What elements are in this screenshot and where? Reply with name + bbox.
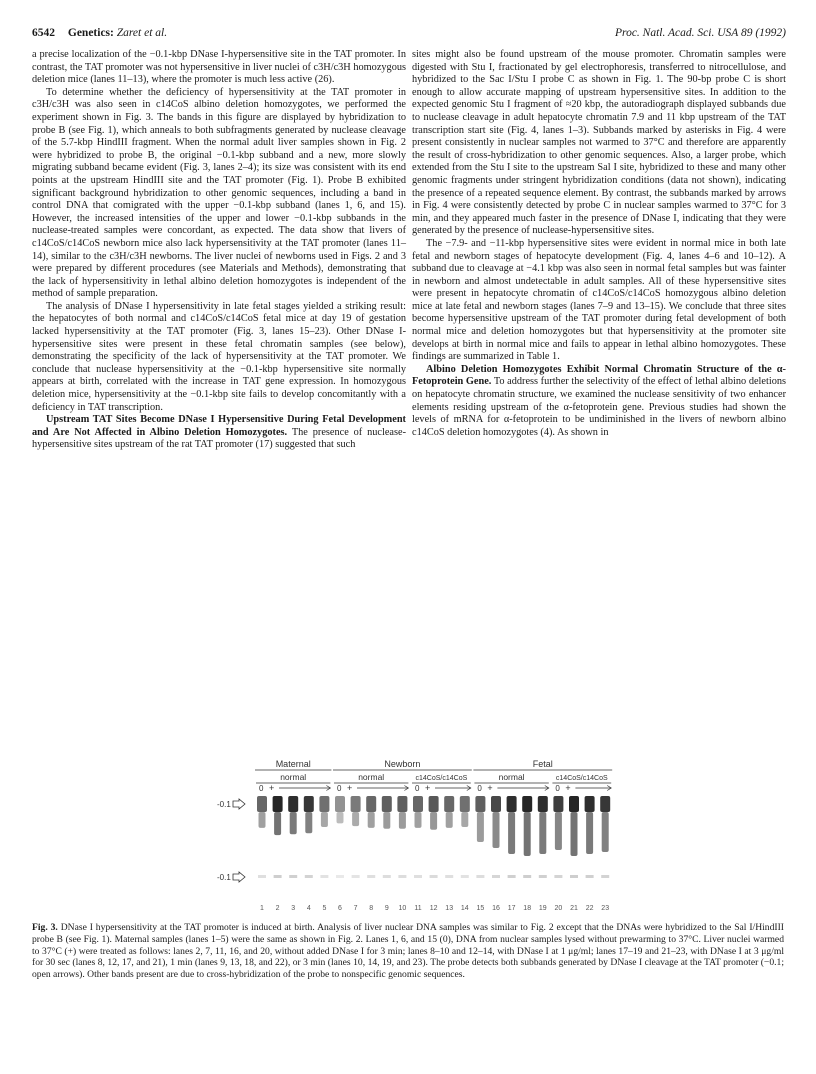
smear xyxy=(415,812,422,828)
lower-band xyxy=(336,875,344,878)
smear xyxy=(586,812,593,854)
lower-band xyxy=(508,875,516,878)
smear xyxy=(461,812,468,827)
upper-band xyxy=(475,796,485,812)
lower-band xyxy=(367,875,375,878)
lane-number: 16 xyxy=(492,905,500,912)
section-text: The presence of nuclease-hypersensitive sites upstream of the rat TAT promoter (17) suggested that such xyxy=(32,426,407,451)
smear xyxy=(446,812,453,828)
treatment-zero: 0 xyxy=(337,784,342,793)
page-header xyxy=(32,27,786,43)
upper-band xyxy=(335,796,345,812)
lower-band xyxy=(461,875,469,878)
smear xyxy=(539,812,546,854)
paragraph: sites might also be found upstream of the mouse promoter. Chromatin samples were digested with Stu I, fractionated by gel electrophoresis, transferred to nitrocellulose, and hybridized to the Sac I/Stu I probe C as shown in Fig. 1. The 90-bp probe C is short enough to allow accurate mapping of upstream hypersensitive sites. In addition to the expected genomic Stu I fragment of ≈20 kbp, the autoradiograph displayed subbands due to nuclease cleavage in adult hepatocyte chromatin 7.9 and 11 kbp upstream of the TAT transcription start site (Fig. 4, lanes 1–3). Subbands marked by asterisks in Fig. 4 were present consistently in nuclear samples not warmed to 37°C and therefore are apparently the result of cross-hybridization to other genomic sequences. Also, a larger probe, which extended from the Stu I site to the upstream Sal I site, hybridized to these and many other genomic fragments under stringent hybridization conditions (data not shown), indicating the presence of a repeated sequence element. By contrast, the subbands marked by arrows in Fig. 4 were consistently detected by probe C in nuclear samples warmed to 37°C for 3 min, and they appeared much faster in the presence of DNase I, indicating that they were generated by the presence of nuclease-hypersensitive sites. xyxy=(412,49,786,237)
lane-number: 2 xyxy=(275,905,280,912)
lane-number: 3 xyxy=(291,905,296,912)
lane-number: 21 xyxy=(570,905,578,912)
lane-number: 22 xyxy=(585,905,594,912)
smear xyxy=(321,812,328,827)
left-column xyxy=(32,49,406,452)
group-label: Fetal xyxy=(532,759,553,769)
lower-band xyxy=(601,875,609,878)
upper-band xyxy=(351,796,361,812)
lower-band xyxy=(539,875,547,878)
treatment-plus: + xyxy=(565,783,571,793)
paragraph: The analysis of DNase I hypersensitivity in late fetal stages yielded a striking result: the hepatocytes of both normal and c14CoS/c14CoS fetal mice at day 19 of gestation lacked hypersensitivity at the TAT promoter (Fig. 3, lanes 15–23). Other DNase I-hypersensitive sites were present in these fetal chromatin samples (see below), demonstrating the specificity of the lack of hypersensitivity at the TAT promoter. We conclude that nuclease hypersensitivity at the −0.1-kbp hypersensitive site normally appears at birth, correlated with the increase in TAT gene expression. In homozygous deletion mice, hypersensitivity at the −0.1-kbp site fails to develop concomitantly with a deficiency in TAT transcription. xyxy=(32,300,406,413)
genotype-label: c14CoS/c14CoS xyxy=(555,775,608,782)
treatment-plus: + xyxy=(347,783,353,793)
section-paragraph xyxy=(412,364,786,440)
lower-band xyxy=(258,875,266,878)
lane-number: 12 xyxy=(429,905,438,912)
group-label: Newborn xyxy=(384,759,421,769)
lane-number: 1 xyxy=(260,905,264,912)
upper-band xyxy=(444,796,454,812)
upper-band xyxy=(460,796,470,812)
header-left xyxy=(32,27,167,39)
genotype-label: normal xyxy=(280,772,307,782)
smear xyxy=(305,812,312,833)
figure-caption xyxy=(32,922,784,981)
upper-band xyxy=(429,796,439,812)
smear xyxy=(290,812,297,834)
lower-band xyxy=(523,875,531,878)
lane-number: 6 xyxy=(338,905,342,912)
lower-band xyxy=(586,875,594,878)
section2-text: To address further the selectivity of the effect of lethal albino deletions on hepatocyte chromatin structure, we examined the nuclease sensitivity of two enhancer elements residing upstream of the α-fetoprotein gene. Previous studies had shown the levels of mRNA for α-fetoprotein to be undiminished in the livers of newborn albino c14CoS deletion homozygotes (4). As shown in xyxy=(412,376,787,438)
smear xyxy=(571,812,578,856)
lower-band xyxy=(492,875,500,878)
section2-heading: Albino Deletion Homozygotes Exhibit Normal Chromatin Structure of the α-Fetoprotein Gene. xyxy=(412,363,786,388)
lower-band xyxy=(305,875,313,878)
smear xyxy=(430,812,437,830)
lane-number: 14 xyxy=(460,905,469,912)
lane-number: 17 xyxy=(507,905,516,912)
lane-number: 19 xyxy=(538,905,547,912)
lane-number: 13 xyxy=(445,905,454,912)
lane-number: 4 xyxy=(306,905,311,912)
smear xyxy=(555,812,562,850)
treatment-zero: 0 xyxy=(415,784,420,793)
upper-band xyxy=(553,796,563,812)
lower-band xyxy=(570,875,578,878)
lane-number: 7 xyxy=(353,905,358,912)
treatment-plus: + xyxy=(487,783,493,793)
lower-band xyxy=(289,875,297,878)
lane-number: 5 xyxy=(322,905,327,912)
caption-text: DNase I hypersensitivity at the TAT promoter is induced at birth. Analysis of liver nuclear DNA samples was similar to Fig. 2 except that the DNAs were hybridized to the Sal I/HindIII probe B (see Fig. 1). Maternal samples (lanes 1–5) were the same as shown in Fig. 2. Lanes 1, 6, and 15 (0), DNA from nuclear samples lysed without prewarming to 37°C. Liver nuclei warmed to 37°C (+) were treated as follows: lanes 2, 7, 11, 16, and 20, without added DNase I for 3 min; lanes 8–10 and 12–14, with DNase I at 1 μg/ml; lanes 17–19 and 21–23, with DNase I at 3 μg/ml for 30 sec (lanes 8, 12, 17, and 21), 1 min (lanes 9, 13, 18, and 22), or 3 min (lanes 10, 14, 19, and 23). The probe detects both subbands generated by DNase I cleavage at the TAT promoter (−0.1; open arrows). Other bands present are due to cross-hybridization of the probe to nonspecific genomic sequences. xyxy=(32,922,784,981)
figure-3 xyxy=(215,758,630,914)
lane-number: 9 xyxy=(384,905,389,912)
paragraph: The −7.9- and −11-kbp hypersensitive sites were evident in normal mice in both late fetal and newborn stages of hepatocyte development (Fig. 4, lanes 4–6 and 10–12). A subband due to cleavage at −4.1 kbp was also seen in normal fetal samples but was fainter in newborn and almost undetectable in adult samples. All of these hypersensitive sites were present in hepatocyte chromatin of c14CoS/c14CoS homozygous albino deletion mice at late fetal and newborn stages (lanes 7–9 and 13–15). We conclude that three sites become hypersensitive upstream of the TAT promoter during fetal development of both normal mice and deletion homozygotes but that hypersensitivity at the promoter site develops at birth in normal mice and fails to appear in lethal albino homozygotes. These findings are summarized in Table 1. xyxy=(412,237,786,363)
paragraph: To determine whether the deficiency of hypersensitivity at the TAT promoter in c3H/c3H was also seen in c14CoS albino deletion homozygotes, we performed the experiment shown in Fig. 3. The bands in this figure are displayed by hybridization to probe B (see Fig. 1), which anneals to both subfragments generated by nuclease cleavage of the 5.7-kbp HindIII fragment. When the normal adult liver samples shown in Fig. 2 were hybridized to probe B, the original −0.1-kbp subband and a new, more slowly migrating subband became evident (Fig. 3, lanes 2–4); its size was consistent with its end points at the upstream HindIII site and the TAT promoter (Fig. 1). Probe B exhibited significant background hybridization to other genomic sequences, including a band in control DNA that comigrated with the upper −0.1-kbp subband (lanes 1, 6, and 15). However, the increased intensities of the upper and lower −0.1-kbp subbands in the nuclease-treated samples were concordant, as expected. The data show that livers of c14CoS/c14CoS newborn mice also lack hypersensitivity at the TAT promoter (lanes 11–14), similar to the c3H/c3H newborns. The liver nuclei of newborns used in Figs. 2 and 3 were prepared by different procedures (see Materials and Methods), demonstrating that the lack of hypersensitivity in lethal albino deletion homozygotes is independent of the method of sample preparation. xyxy=(32,86,406,300)
smear xyxy=(602,812,609,852)
lane-number: 11 xyxy=(414,905,422,912)
upper-band xyxy=(585,796,595,812)
smear xyxy=(508,812,515,854)
upper-band xyxy=(397,796,407,812)
authors: Zaret et al. xyxy=(116,27,168,39)
treatment-zero: 0 xyxy=(259,784,264,793)
lower-band xyxy=(445,875,453,878)
lower-band xyxy=(398,875,406,878)
upper-band xyxy=(319,796,329,812)
smear xyxy=(493,812,500,848)
gel-autoradiograph xyxy=(215,758,630,914)
caption-label: Fig. 3. xyxy=(32,922,58,933)
right-column xyxy=(412,49,786,439)
treatment-zero: 0 xyxy=(555,784,560,793)
upper-band xyxy=(304,796,314,812)
lower-band xyxy=(476,875,484,878)
page-number: 6542 xyxy=(32,27,55,39)
smear xyxy=(399,812,406,829)
upper-band xyxy=(507,796,517,812)
size-marker-label: -0.1 xyxy=(217,873,231,882)
lower-band xyxy=(383,875,391,878)
genotype-label: c14CoS/c14CoS xyxy=(415,775,468,782)
lane-number: 23 xyxy=(601,905,610,912)
smear xyxy=(368,812,375,828)
smear xyxy=(337,812,344,823)
treatment-plus: + xyxy=(269,783,275,793)
size-marker-label: -0.1 xyxy=(217,800,231,809)
treatment-zero: 0 xyxy=(477,784,482,793)
lane-number: 8 xyxy=(369,905,374,912)
lane-number: 10 xyxy=(398,905,407,912)
upper-band xyxy=(413,796,423,812)
smear xyxy=(383,812,390,829)
lower-band xyxy=(430,875,438,878)
section-name: Genetics: xyxy=(67,27,114,39)
upper-band xyxy=(600,796,610,812)
genotype-label: normal xyxy=(358,772,385,782)
upper-band xyxy=(569,796,579,812)
journal-citation: Proc. Natl. Acad. Sci. USA 89 (1992) xyxy=(615,27,786,39)
upper-band xyxy=(522,796,532,812)
lower-band xyxy=(320,875,328,878)
upper-band xyxy=(382,796,392,812)
section-paragraph xyxy=(32,414,406,452)
upper-band xyxy=(257,796,267,812)
lower-band xyxy=(274,875,282,878)
smear xyxy=(524,812,531,856)
upper-band xyxy=(538,796,548,812)
section-heading: Upstream TAT Sites Become DNase I Hypersensitive During Fetal Development and Are Not Affected in Albino Deletion Homozygotes. xyxy=(32,414,406,438)
lane-number: 20 xyxy=(554,905,563,912)
lower-band xyxy=(554,875,562,878)
lower-band xyxy=(414,875,422,878)
lane-number: 15 xyxy=(476,905,485,912)
smear xyxy=(274,812,281,835)
treatment-plus: + xyxy=(425,783,431,793)
smear xyxy=(352,812,359,826)
upper-band xyxy=(366,796,376,812)
upper-band xyxy=(491,796,501,812)
group-label: Maternal xyxy=(275,759,311,769)
upper-band xyxy=(288,796,298,812)
genotype-label: normal xyxy=(498,772,525,782)
upper-band xyxy=(273,796,283,812)
smear xyxy=(477,812,484,842)
lane-number: 18 xyxy=(523,905,532,912)
paragraph: a precise localization of the −0.1-kbp DNase I-hypersensitive site in the TAT promoter. In contrast, the TAT promoter was not hypersensitive in liver nuclei of c3H/c3H homozygous deletion mice (lanes 11–13), where the promoter is much less active (26). xyxy=(32,49,406,86)
lower-band xyxy=(352,875,360,878)
smear xyxy=(259,812,266,828)
